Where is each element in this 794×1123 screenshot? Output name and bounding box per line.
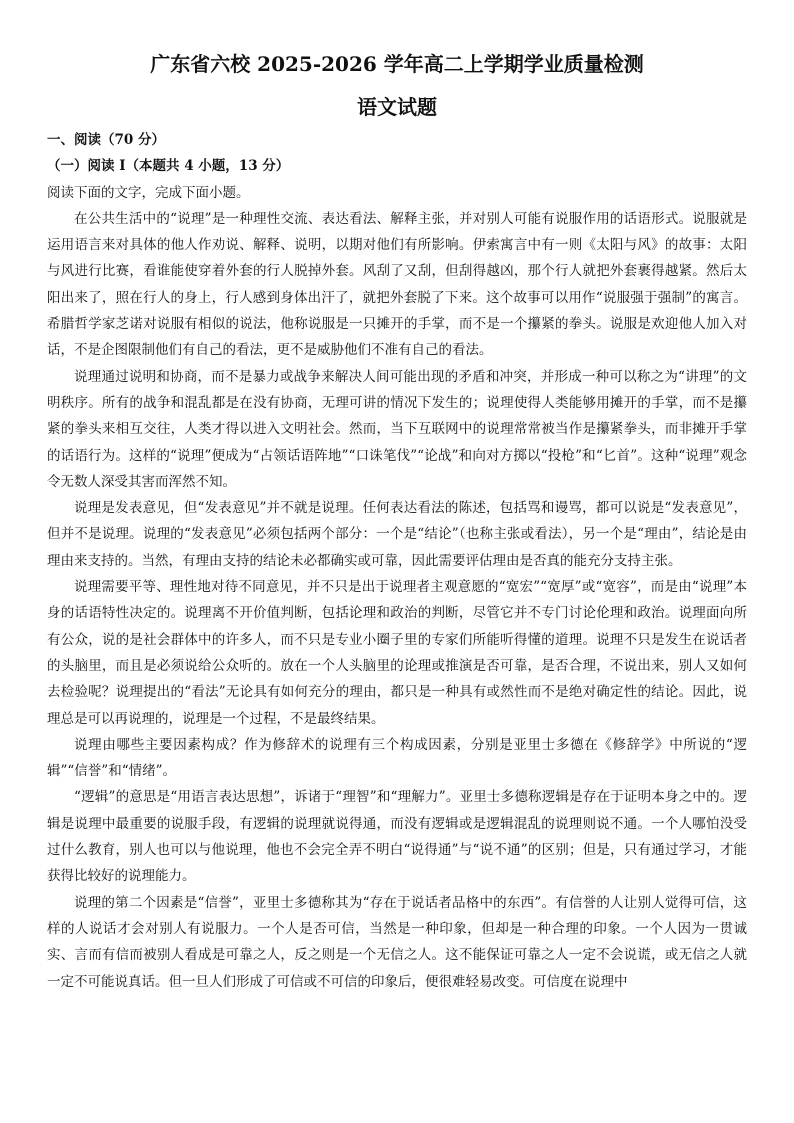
document-subtitle: 语文试题 [357,95,437,119]
section-heading: 一、阅读（70 分） [47,132,165,148]
paragraph-1: 在公共生活中的“说理”是一种理性交流、表达看法、解释主张，并对别人可能有说服作用的话语形式。说服就是运用语言来对具体的他人作劝说、解释、说明，以期对他们有所影响。伊索寓言中有一则《太阳与风》的故事：太阳与风进行比赛，看谁能使穿着外套的行人脱掉外套。风刮了又刮，但刮得越凶，那个行人就把外套裹得越紧。然后太阳出来了，照在行人的身上，行人感到身体出汗了，就把外套脱了下来。这个故事可以用作“说服强于强制”的寓言。希腊哲学家芝诺对说服有相似的说法，他称说服是一只摊开的手掌，而不是一个攥紧的拳头。说服是欢迎他人加入对话，不是企图限制他们有自己的看法，更不是威胁他们不准有自己的看法。 [47,210,747,359]
paragraph-5: 说理由哪些主要因素构成？作为修辞术的说理有三个构成因素，分别是亚里士多德在《修辞学》中所说的“逻辑”“信誉”和“情绪”。 [47,736,747,780]
paragraph-7: 说理的第二个因素是“信誉”，亚里士多德称其为“存在于说话者品格中的东西”。有信誉的人让别人觉得可信，这样的人说话才会对别人有说服力。一个人是否可信，当然是一种印象，但却是一种合理的印象。一个人因为一贯诚实、言而有信而被别人看成是可靠之人，反之则是一个无信之人。这不能保证可靠之人一定不会说谎，或无信之人就一定不可能说真话。但一旦人们形成了可信或不可信的印象后，便很难轻易改变。可信度在说理中 [47,894,747,990]
document-title: 广东省六校 2025-2026 学年高二上学期学业质量检测 [150,52,644,76]
paragraph-3: 说理是发表意见，但“发表意见”并不就是说理。任何表达看法的陈述，包括骂和谩骂，都可以说是“发表意见”，但并不是说理。说理的“发表意见”必须包括两个部分：一个是“结论”（也称主张或看法），另一个是“理由”，结论是由理由来支持的。当然，有理由支持的结论未必都确实或可靠，因此需要评估理由是否真的能充分支持主张。 [47,500,747,569]
paragraph-4: 说理需要平等、理性地对待不同意见，并不只是出于说理者主观意愿的“宽宏”“宽厚”或“宽容”，而是由“说理”本身的话语特性决定的。说理离不开价值判断，包括论理和政治的判断，尽管它并不专门讨论伦理和政治。说理面向所有公众，说的是社会群体中的许多人，而不只是专业小圈子里的专家们所能听得懂的道理。说理不只是发生在说话者的头脑里，而且是必须说给公众听的。放在一个人头脑里的论理或推演是否可靠，是否合理，不说出来，别人又如何去检验呢？说理提出的“看法”无论具有如何充分的理由，都只是一种具有或然性而不是绝对确定性的结论。因此，说理总是可以再说理的，说理是一个过程，不是最终结果。 [47,579,747,727]
paragraph-6: “逻辑”的意思是“用语言表达思想”，诉诸于“理智”和“理解力”。亚里士多德称逻辑是存在于证明本身之中的。逻辑是说理中最重要的说服手段，有逻辑的说理就说得通，而没有逻辑或是逻辑混乱的说理则说不通。一个人哪怕没受过什么教育，别人也可以与他说理，他也不会完全弄不明白“说得通”与“说不通”的区别；但是，只有通过学习，才能获得比较好的说理能力。 [47,789,747,885]
subsection-heading: （一）阅读 I（本题共 4 小题，13 分） [47,158,290,175]
document-body [47,127,747,995]
paragraph-2: 说理通过说明和协商，而不是暴力或战争来解决人间可能出现的矛盾和冲突，并形成一种可以称之为“讲理”的文明秩序。所有的战争和混乱都是在没有协商，无理可讲的情况下发生的；说理使得人类能够用摊开的手掌，而不是攥紧的拳头来相互交往，人类才得以进入文明社会。然而，当下互联网中的说理常常被当作是攥紧拳头，而非摊开手掌的话语行为。这样的“说理”便成为“占领话语阵地”“口诛笔伐”“论战”和向对方掷以“投枪”和“匕首”。这种“说理”观念令无数人深受其害而浑然不知。 [47,368,747,490]
reading-instruction: 阅读下面的文字，完成下面小题。 [47,184,250,201]
